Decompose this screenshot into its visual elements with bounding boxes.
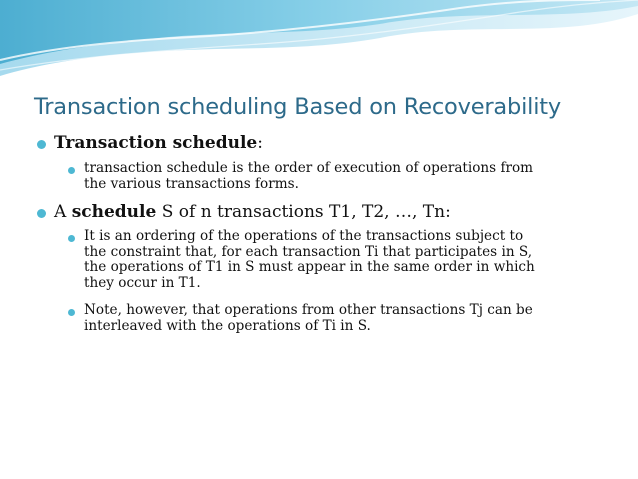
bullet-2-bold: schedule — [71, 202, 157, 222]
sub-bullet-2-1-line-3: the operations of T1 in S must appear in the same order in which — [84, 259, 535, 276]
sub-bullet-2-1 — [84, 229, 535, 291]
bullet-dot-1 — [37, 140, 46, 149]
sub-bullet-2-1-line-2: the constraint that, for each transaction Ti that participates in S, — [84, 243, 533, 260]
sub-bullet-1-1-line-2: the various transactions forms. — [84, 175, 299, 192]
bullet-1-bold: Transaction schedule — [54, 133, 258, 153]
sub-bullet-2-1-line-4: they occur in T1. — [84, 274, 201, 291]
header-wave-decoration — [0, 0, 638, 80]
slide-title: Transaction scheduling Based on Recoverability — [34, 94, 561, 120]
bullet-2-pre: A — [54, 202, 72, 222]
sub-bullet-2-1-line-1: It is an ordering of the operations of the transactions subject to — [84, 228, 524, 244]
bullet-1-rest: : — [257, 133, 263, 153]
bullet-transaction-schedule — [54, 133, 263, 153]
bullet-2-rest: S of n transactions T1, T2, …, Tn: — [156, 202, 451, 222]
bullet-schedule — [54, 202, 451, 222]
sub-bullet-1-1-line-1: transaction schedule is the order of execution of operations from — [84, 160, 534, 176]
sub-bullet-dot-2-1 — [68, 235, 75, 242]
sub-bullet-dot-2-2 — [68, 309, 75, 316]
sub-bullet-2-2 — [84, 303, 533, 334]
sub-bullet-2-2-line-2: interleaved with the operations of Ti in S. — [84, 317, 371, 334]
sub-bullet-dot-1-1 — [68, 167, 75, 174]
sub-bullet-1-1 — [84, 161, 533, 192]
sub-bullet-2-2-line-1: Note, however, that operations from other transactions Tj can be — [84, 302, 533, 318]
bullet-dot-2 — [37, 209, 46, 218]
